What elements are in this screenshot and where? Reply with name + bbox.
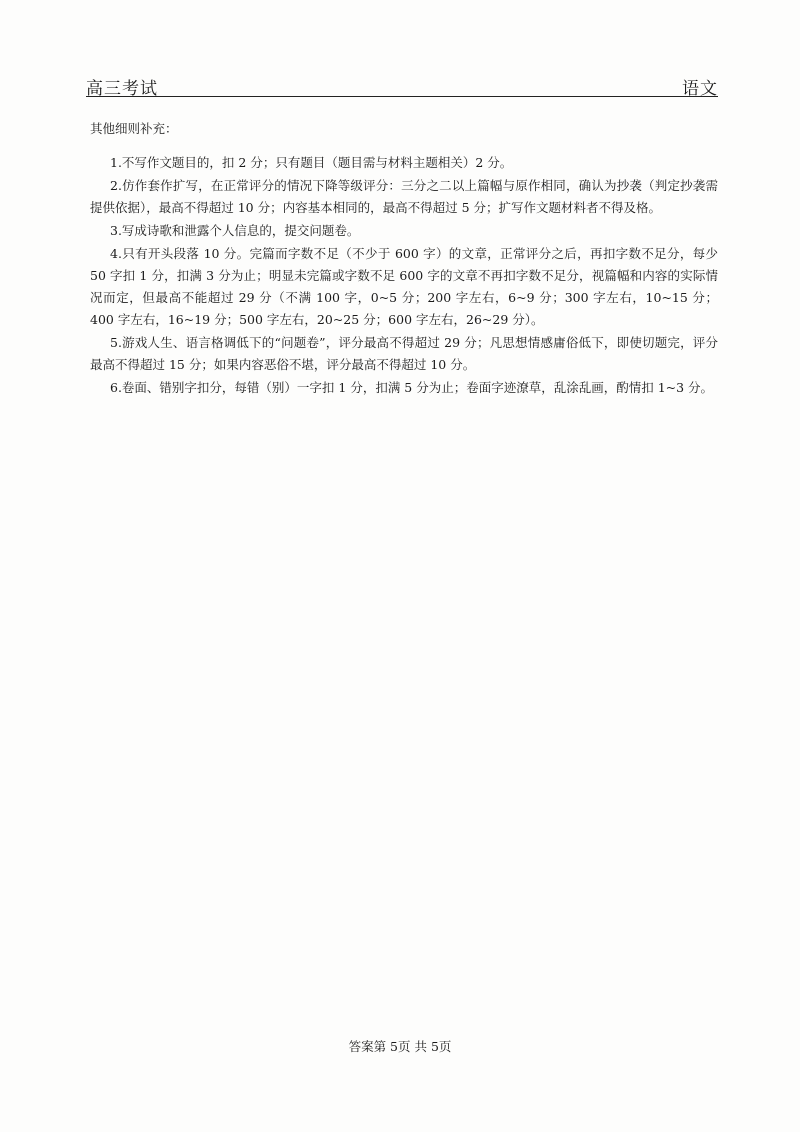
section-intro: 其他细则补充： [90,121,178,136]
rule-item-3: 3.写成诗歌和泄露个人信息的，提交问题卷。 [110,223,360,238]
exam-title: 高三考试 [86,79,158,99]
rule-item-6: 6.卷面、错别字扣分，每错（别）一字扣 1 分，扣满 5 分为止；卷面字迹潦草，乱涂乱画，酌情扣 1~3 分。 [110,380,714,395]
rule-item-1: 1.不写作文题目的，扣 2 分；只有题目（题目需与材料主题相关）2 分。 [110,155,513,170]
rule-item-2: 2.仿作套作扩写，在正常评分的情况下降等级评分：三分之二以上篇幅与原作相同，确认为抄袭（判定抄袭需提供依据），最高不得超过 10 分；内容基本相同的，最高不得超过 5 分；扩写作文题材料者不得及格。 [90,178,718,215]
rule-item-5: 5.游戏人生、语言格调低下的“问题卷”，评分最高不得超过 29 分；凡思想情感庸俗低下，即使切题完，评分最高不得超过 15 分；如果内容恶俗不堪，评分最高不得超过 10 分。 [90,335,718,372]
grading-rules-section [90,118,718,400]
rule-item-4: 4.只有开头段落 10 分。完篇而字数不足（不少于 600 字）的文章，正常评分之后，再扣字数不足分，每少 50 字扣 1 分，扣满 3 分为止；明显未完篇或字数不足 600 字的文章不再扣字数不足分，视篇幅和内容的实际情况而定，但最高不能超过 29 分（不满 100 字，0~5 分；200 字左右，6~9 分；300 字左右，10~15 分；400 字左右，16~19 分；500 字左右，20~25 分；600 字左右，26~29 分）。 [90,246,718,327]
page-header [86,72,718,99]
header-divider [86,96,718,97]
page-footer: 答案第 5页 共 5页 [348,1039,452,1054]
subject-title: 语文 [682,79,718,99]
